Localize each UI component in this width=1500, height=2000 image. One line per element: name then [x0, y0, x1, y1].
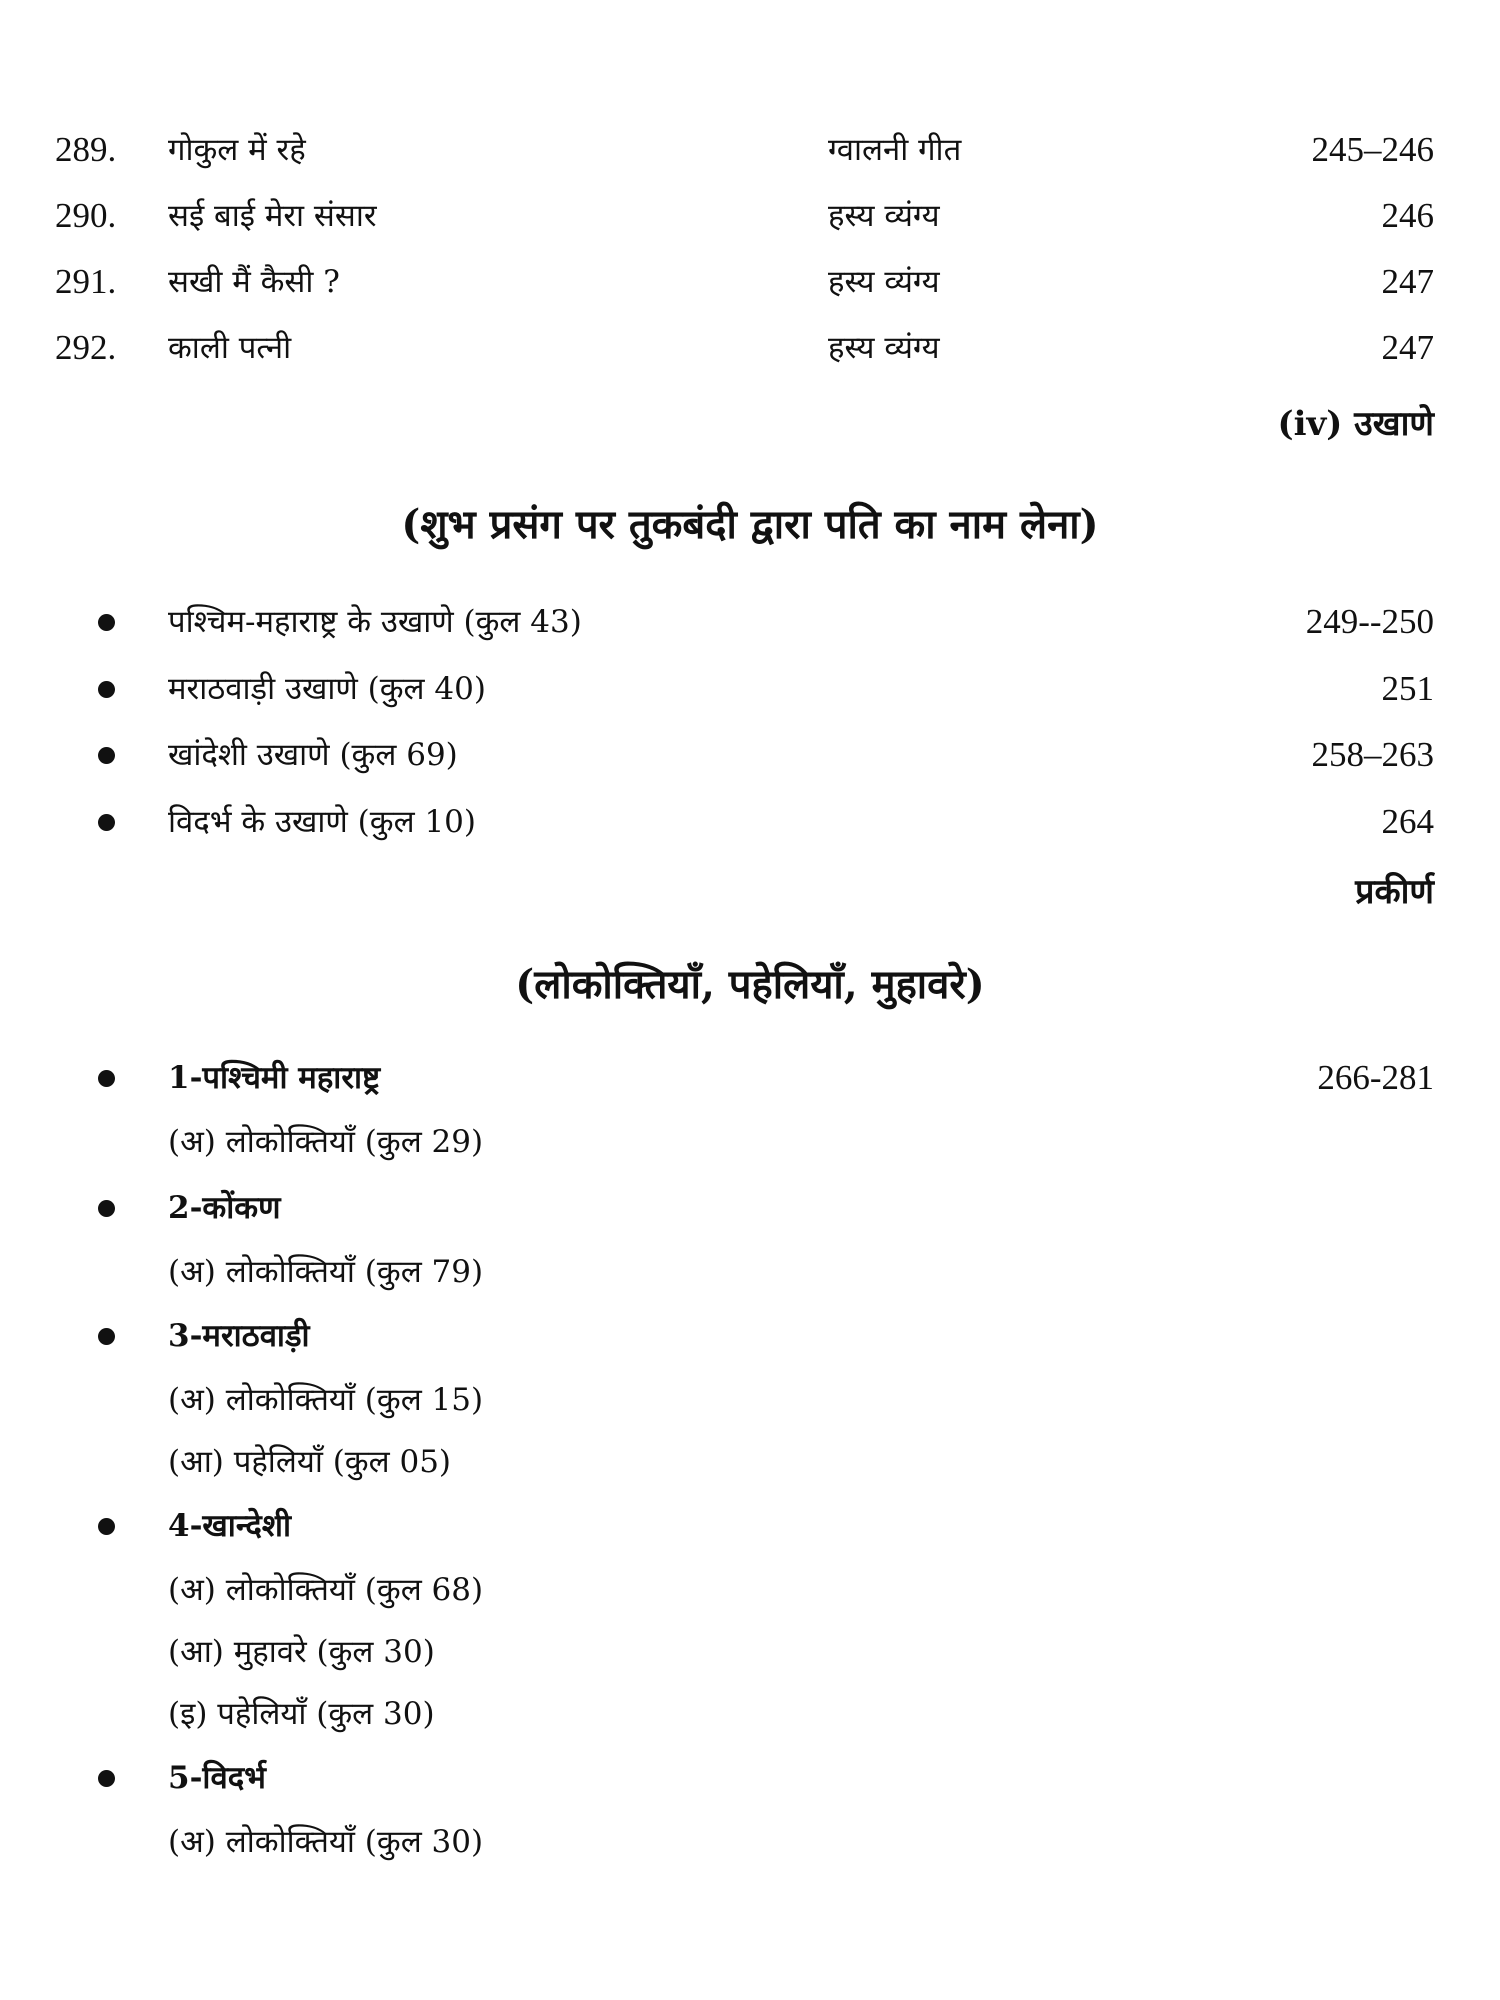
section-subtitle-prakirn: (लोकोक्तियाँ, पहेलियाँ, मुहावरे)	[515, 961, 985, 1008]
ukhane-item	[0, 659, 1500, 719]
bullet-icon	[98, 747, 115, 764]
entry-genre: ग्वालनी गीत	[828, 132, 962, 168]
region-name: 1-पश्चिमी महाराष्ट्र	[168, 1060, 381, 1096]
entry-pages: 247	[1381, 328, 1434, 367]
toc-entry	[0, 318, 1500, 378]
bullet-icon	[98, 1518, 115, 1535]
ukhane-item	[0, 592, 1500, 652]
ukhane-item-title: विदर्भ के उखाणे (कुल 10)	[168, 804, 476, 840]
region-name: 5-विदर्भ	[168, 1760, 266, 1796]
region-subitem: (अ) लोकोक्तियाँ (कुल 29)	[168, 1124, 484, 1160]
ukhane-item-title: मराठवाड़ी उखाणे (कुल 40)	[168, 671, 486, 707]
region-heading	[0, 1496, 1500, 1556]
entry-number: 290.	[55, 196, 117, 235]
region-heading	[0, 1748, 1500, 1808]
region-subitem: (अ) लोकोक्तियाँ (कुल 30)	[168, 1824, 484, 1860]
entry-title: गोकुल में रहे	[168, 132, 306, 168]
region-pages: 266-281	[1317, 1058, 1434, 1097]
region-subitem: (आ) पहेलियाँ (कुल 05)	[168, 1444, 452, 1480]
toc-entry	[0, 186, 1500, 246]
entry-number: 289.	[55, 130, 117, 169]
bullet-icon	[98, 1328, 115, 1345]
section-label-prakirn: प्रकीर्ण	[1355, 872, 1434, 912]
entry-pages: 247	[1381, 262, 1434, 301]
ukhane-item	[0, 725, 1500, 785]
section-subtitle-ukhane: (शुभ प्रसंग पर तुकबंदी द्वारा पति का नाम लेना)	[401, 501, 1099, 548]
entry-genre: हस्य व्यंग्य	[828, 264, 940, 300]
entry-pages: 245–246	[1311, 130, 1434, 169]
bullet-icon	[98, 1200, 115, 1217]
region-heading	[0, 1306, 1500, 1366]
region-name: 2-कोंकण	[168, 1190, 281, 1226]
bullet-icon	[98, 614, 115, 631]
region-heading	[0, 1178, 1500, 1238]
region-subitem: (आ) मुहावरे (कुल 30)	[168, 1634, 435, 1670]
region-subitem: (इ) पहेलियाँ (कुल 30)	[168, 1696, 435, 1732]
section-label-ukhane: (iv) उखाणे	[1277, 404, 1434, 444]
ukhane-item-pages: 258–263	[1311, 735, 1434, 774]
entry-number: 291.	[55, 262, 117, 301]
ukhane-item-pages: 249--250	[1305, 602, 1434, 641]
bullet-icon	[98, 681, 115, 698]
region-subitem: (अ) लोकोक्तियाँ (कुल 68)	[168, 1572, 484, 1608]
entry-title: सखी मैं कैसी ?	[168, 264, 340, 300]
bullet-icon	[98, 1070, 115, 1087]
ukhane-item	[0, 792, 1500, 852]
region-heading	[0, 1048, 1500, 1108]
entry-title: काली पत्नी	[168, 330, 292, 366]
entry-number: 292.	[55, 328, 117, 367]
entry-pages: 246	[1381, 196, 1434, 235]
ukhane-item-pages: 264	[1381, 802, 1434, 841]
region-subitem: (अ) लोकोक्तियाँ (कुल 79)	[168, 1254, 484, 1290]
entry-genre: हस्य व्यंग्य	[828, 330, 940, 366]
ukhane-item-pages: 251	[1381, 669, 1434, 708]
entry-title: सई बाई मेरा संसार	[168, 198, 377, 234]
toc-entry	[0, 252, 1500, 312]
region-name: 3-मराठवाड़ी	[168, 1318, 310, 1354]
region-name: 4-खान्देशी	[168, 1508, 291, 1544]
ukhane-item-title: खांदेशी उखाणे (कुल 69)	[168, 737, 458, 773]
toc-entry	[0, 120, 1500, 180]
bullet-icon	[98, 1770, 115, 1787]
ukhane-item-title: पश्चिम-महाराष्ट्र के उखाणे (कुल 43)	[168, 604, 582, 640]
region-subitem: (अ) लोकोक्तियाँ (कुल 15)	[168, 1382, 484, 1418]
entry-genre: हस्य व्यंग्य	[828, 198, 940, 234]
bullet-icon	[98, 814, 115, 831]
